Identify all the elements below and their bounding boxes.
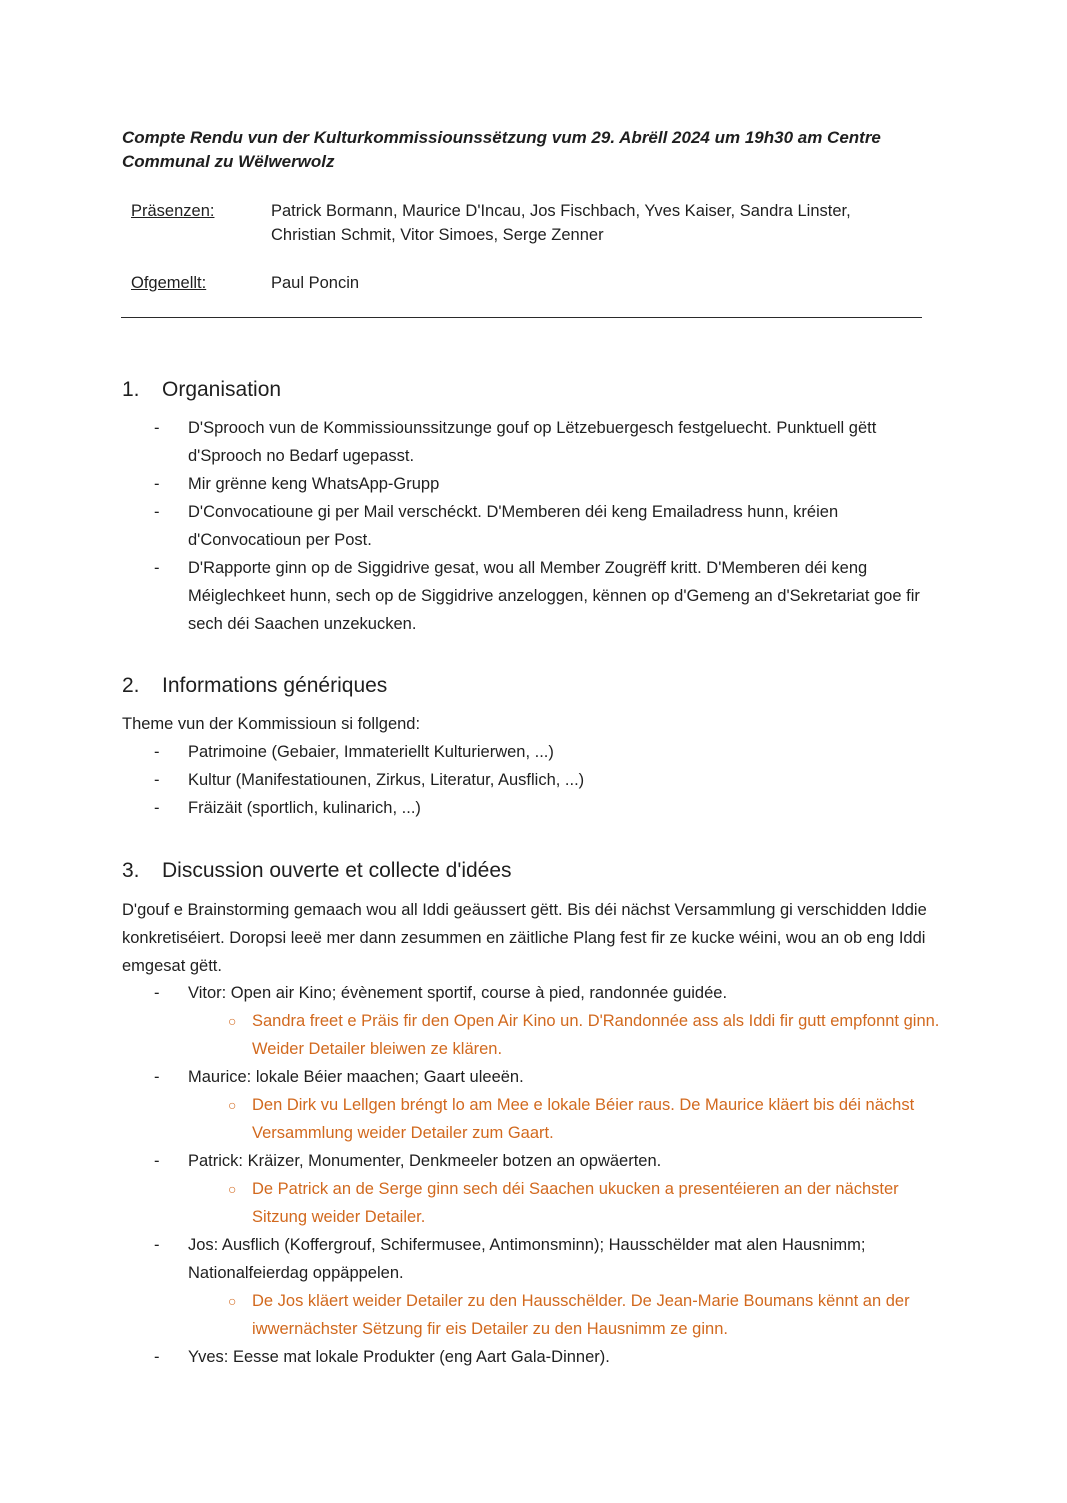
idea-note: ○ Den Dirk vu Lellgen bréngt lo am Mee e lokale Béier raus. De Maurice kläert bis déi nächst Versammlung weider Detailer zum Gaart. <box>188 1091 942 1147</box>
list-item: - D'Rapporte ginn op de Siggidrive gesat, wou all Member Zougrëff kritt. D'Memberen déi keng Méiglechkeet hunn, sech op de Siggidrive anzeloggen, kënnen op d'Gemeng an d'Sekretariat goe fir sech déi Saachen unzekucken. <box>152 554 942 638</box>
present-names: Patrick Bormann, Maurice D'Incau, Jos Fischbach, Yves Kaiser, Sandra Linster, Christian Schmit, Vitor Simoes, Serge Zenner <box>271 202 851 244</box>
document-title: Compte Rendu vun der Kulturkommissiounssëtzung vum 29. Abrëll 2024 um 19h30 am Centre Communal zu Wëlwerwolz <box>122 128 881 171</box>
section-heading-informations <box>122 672 387 700</box>
list-item: - D'Sprooch vun de Kommissiounssitzunge gouf op Lëtzebuergesch festgeluecht. Punktuell gëtt d'Sprooch no Bedarf ugepasst. <box>152 414 942 470</box>
section-title: Discussion ouverte et collecte d'idées <box>162 859 512 882</box>
list-item: - Fräizäit (sportlich, kulinarich, ...) <box>152 794 942 822</box>
idea-text: - Vitor: Open air Kino; évènement sportif, course à pied, randonnée guidée. <box>188 984 728 1002</box>
list-item: - Mir grënne keng WhatsApp-Grupp <box>152 470 942 498</box>
ideas-list <box>152 979 942 1371</box>
list-item: - Kultur (Manifestatiounen, Zirkus, Literatur, Ausflich, ...) <box>152 766 942 794</box>
section-intro: Theme vun der Kommissioun si follgend: <box>122 715 421 733</box>
hollow-circle-bullet-icon: ○ <box>228 1097 237 1113</box>
organisation-list <box>152 414 942 638</box>
idea-item <box>152 1231 942 1343</box>
excused-names: Paul Poncin <box>271 274 360 292</box>
section-intro: D'gouf e Brainstorming gemaach wou all Iddi geäussert gëtt. Bis déi nächst Versammlung gi verschidden Iddie konkretiséiert. Doropsi leeë mer dann zesummen en zäitliche Plang fest fir ze kucke wéini, wou an ob eng Iddi emgesat gëtt. <box>122 901 927 975</box>
hollow-circle-bullet-icon: ○ <box>228 1181 237 1197</box>
idea-item <box>152 1343 942 1371</box>
idea-note: ○ Sandra freet e Präis fir den Open Air Kino un. D'Randonnée ass als Iddi fir gutt empfonnt ginn. Weider Detailer bleiwen ze klären. <box>188 1007 942 1063</box>
hollow-circle-bullet-icon: ○ <box>228 1293 237 1309</box>
idea-item <box>152 1063 942 1147</box>
themes-list <box>152 738 942 822</box>
idea-text: - Patrick: Kräizer, Monumenter, Denkmeeler botzen an opwäerten. <box>188 1152 662 1170</box>
idea-text: - Jos: Ausflich (Koffergrouf, Schifermusee, Antimonsminn); Hausschëlder mat alen Hausnimm; Nationalfeierdag oppäppelen. <box>188 1236 866 1282</box>
list-item: - D'Convocatioune gi per Mail verschéckt. D'Memberen déi keng Emailadress hunn, kréien d'Convocatioun per Post. <box>152 498 942 554</box>
idea-text: - Maurice: lokale Béier maachen; Gaart uleeën. <box>188 1068 524 1086</box>
section-heading-organisation <box>122 376 281 404</box>
section-number: 1. <box>122 378 140 401</box>
section-number: 3. <box>122 859 140 882</box>
section-heading-discussion <box>122 857 512 885</box>
section-number: 2. <box>122 674 140 697</box>
idea-note: ○ De Jos kläert weider Detailer zu den Hausschëlder. De Jean-Marie Boumans kënnt an der iwwernächster Sëtzung fir eis Detailer zu den Hausnimm ze ginn. <box>188 1287 942 1343</box>
hollow-circle-bullet-icon: ○ <box>228 1013 237 1029</box>
section-title: Informations génériques <box>162 674 388 697</box>
divider-line <box>121 317 922 318</box>
list-item: - Patrimoine (Gebaier, Immateriellt Kulturierwen, ...) <box>152 738 942 766</box>
idea-item <box>152 1147 942 1231</box>
idea-note: ○ De Patrick an de Serge ginn sech déi Saachen ukucken a presentéieren an der nächster Sitzung weider Detailer. <box>188 1175 942 1231</box>
present-label: Präsenzen: <box>131 202 215 220</box>
excused-label: Ofgemellt: <box>131 274 207 292</box>
idea-item <box>152 979 942 1063</box>
section-title: Organisation <box>162 378 282 401</box>
idea-text: - Yves: Eesse mat lokale Produkter (eng Aart Gala-Dinner). <box>188 1348 610 1366</box>
